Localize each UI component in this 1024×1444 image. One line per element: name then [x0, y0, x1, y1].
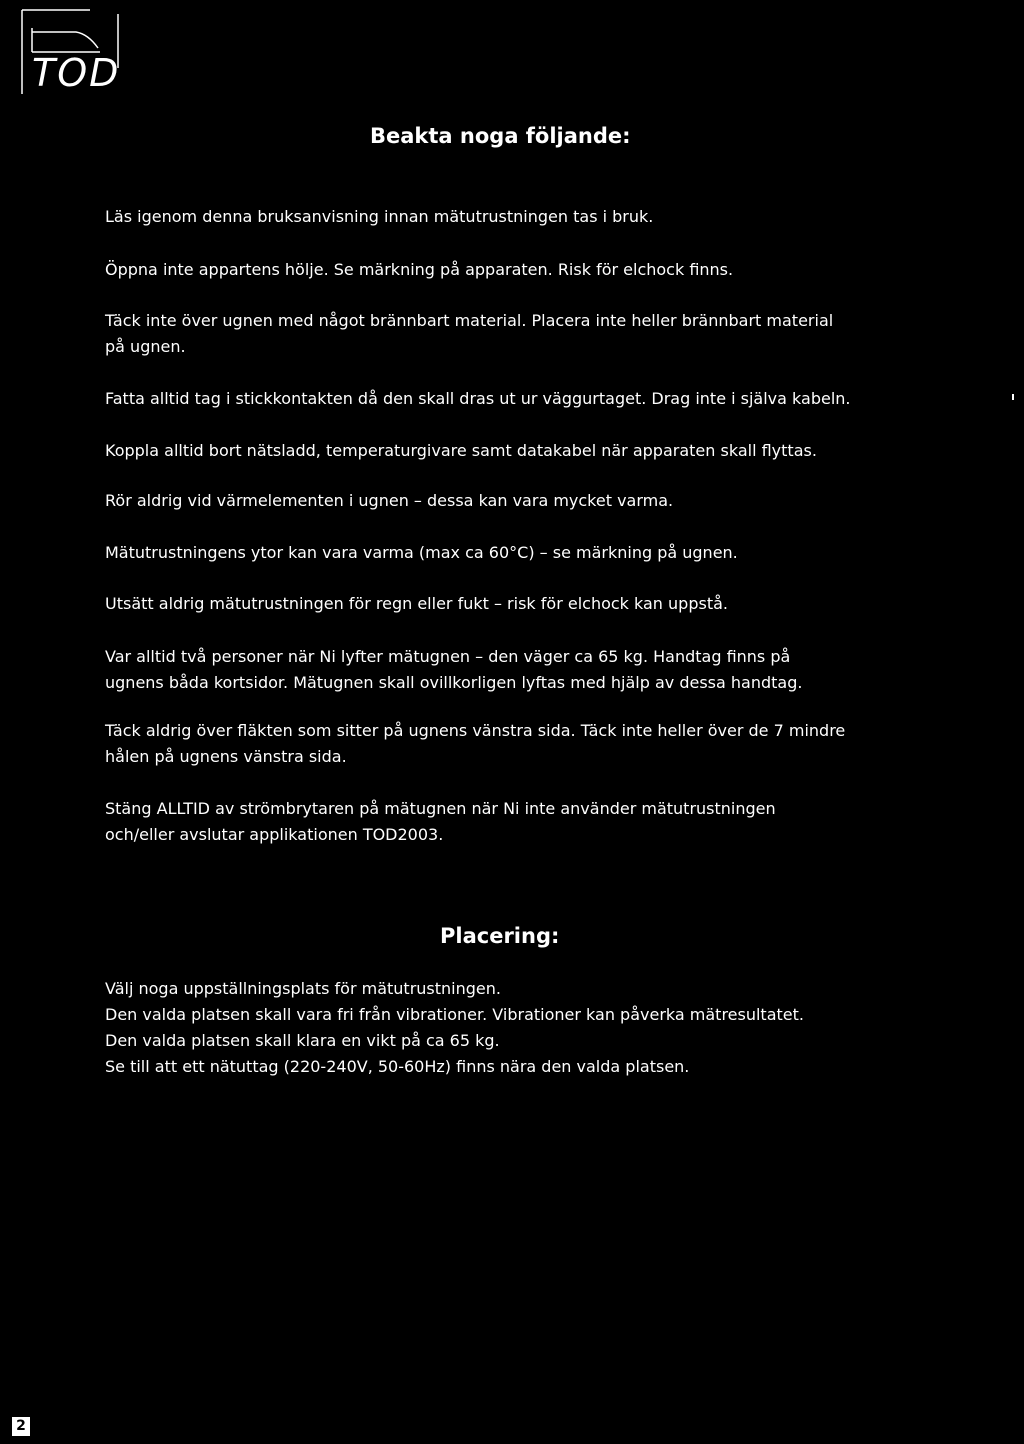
placement-line: Välj noga uppställningsplats för mätutrustningen. [105, 979, 501, 998]
safety-paragraph: Stäng ALLTID av strömbrytaren på mätugnen när Ni inte använder mätutrustningen och/eller avslutar applikationen TOD2003. [105, 799, 776, 844]
safety-paragraph: Mätutrustningens ytor kan vara varma (max ca 60°C) – se märkning på ugnen. [105, 543, 738, 562]
safety-paragraph: Utsätt aldrig mätutrustningen för regn eller fukt – risk för elchock kan uppstå. [105, 594, 728, 613]
edge-mark [1012, 394, 1014, 400]
page-number: 2 [12, 1417, 30, 1436]
placement-line: Den valda platsen skall vara fri från vibrationer. Vibrationer kan påverka mätresultatet. [105, 1005, 804, 1024]
tod-logo [20, 8, 124, 96]
placement-heading: Placering: [440, 924, 560, 948]
placement-list [105, 976, 925, 1080]
placement-line: Se till att ett nätuttag (220-240V, 50-60Hz) finns nära den valda platsen. [105, 1057, 690, 1076]
safety-paragraph: Koppla alltid bort nätsladd, temperaturgivare samt datakabel när apparaten skall flyttas. [105, 441, 817, 460]
page-heading: Beakta noga följande: [370, 124, 631, 148]
logo-text: TOD [32, 51, 121, 95]
safety-paragraph: Rör aldrig vid värmelementen i ugnen – dessa kan vara mycket varma. [105, 491, 674, 510]
safety-paragraph: Fatta alltid tag i stickkontakten då den skall dras ut ur väggurtaget. Drag inte i själva kabeln. [105, 389, 851, 408]
safety-paragraph: Läs igenom denna bruksanvisning innan mätutrustningen tas i bruk. [105, 207, 654, 226]
safety-paragraph: Öppna inte appartens hölje. Se märkning på apparaten. Risk för elchock finns. [105, 260, 734, 279]
safety-paragraph: Täck aldrig över fläkten som sitter på ugnens vänstra sida. Täck inte heller över de 7 mindre hålen på ugnens vänstra sida. [105, 721, 846, 766]
safety-paragraph: Täck inte över ugnen med något brännbart material. Placera inte heller brännbart material på ugnen. [105, 311, 834, 356]
safety-paragraph: Var alltid två personer när Ni lyfter mätugnen – den väger ca 65 kg. Handtag finns på ugnens båda kortsidor. Mätugnen skall ovillkorligen lyftas med hjälp av dessa handtag. [105, 647, 803, 692]
placement-line: Den valda platsen skall klara en vikt på ca 65 kg. [105, 1031, 500, 1050]
